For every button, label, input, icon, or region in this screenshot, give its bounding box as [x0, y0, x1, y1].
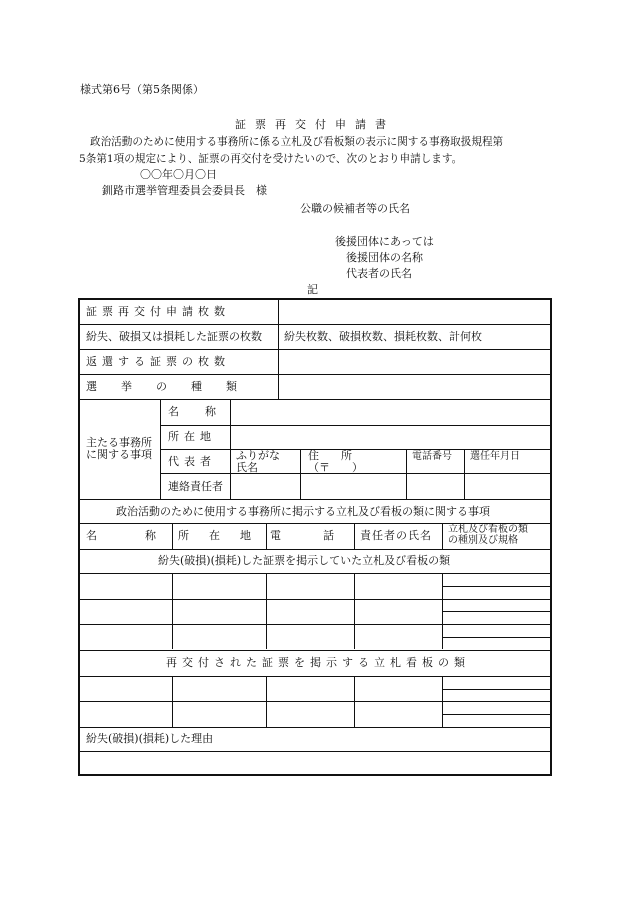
contact-person-label: 連絡責任者 — [168, 480, 223, 493]
reissued-signs-header: 再交付された証票を掲示する立札看板の類 — [166, 656, 470, 669]
col-name-header: 名称 — [86, 529, 204, 542]
reason-label: 紛失(破損)(損耗)した理由 — [86, 732, 214, 745]
lost-signs-header: 紛失(破損)(損耗)した証票を掲示していた立札及び看板の類 — [158, 554, 451, 567]
office-address-label: 所在地 — [168, 430, 216, 443]
representative-name-label: 代表者の氏名 — [346, 267, 412, 280]
form-number: 様式第6号（第5条関係） — [80, 83, 204, 96]
col-sign-type-header-line-1: 立札及び看板の類 — [448, 524, 528, 535]
col-address-header: 所在地 — [178, 529, 271, 542]
application-date: 〇〇年〇月〇日 — [140, 168, 217, 181]
office-name-label: 名称 — [168, 405, 242, 418]
returned-count-label: 返還する証票の枚数 — [86, 355, 230, 368]
postal-code-label: （〒 ） — [308, 461, 363, 474]
addressee: 釧路市選挙管理委員会委員長 様 — [102, 184, 267, 197]
office-group-label-line-1: 主たる事務所 — [86, 436, 152, 449]
representative-address-label: 住 所 — [308, 449, 352, 462]
supporter-group-name-label: 後援団体の名称 — [346, 251, 423, 264]
intro-text-line-1: 政治活動のために使用する事務所に係る立札及び看板類の表示に関する事務取扱規程第 — [90, 136, 504, 148]
furigana-label: ふりがな — [236, 449, 280, 462]
col-responsible-header: 責任者の氏名 — [360, 529, 432, 542]
appointed-date-label: 選任年月日 — [470, 451, 520, 462]
phone-number-label: 電話番号 — [412, 451, 452, 462]
supporter-intro: 後援団体にあっては — [335, 235, 434, 248]
office-group-label-line-2: に関する事項 — [86, 448, 152, 461]
ki-heading: 記 — [307, 283, 318, 296]
candidate-name-label: 公職の候補者等の氏名 — [300, 202, 410, 215]
signs-section-header: 政治活動のために使用する事務所に掲示する立札及び看板の類に関する事項 — [116, 505, 490, 518]
lost-count-label: 紛失、破損又は損耗した証票の枚数 — [86, 330, 262, 343]
col-phone-header: 電話 — [270, 529, 376, 542]
shimei-label: 氏名 — [236, 461, 258, 474]
application-form-table — [78, 298, 552, 776]
election-type-label: 選挙の種類 — [86, 380, 261, 393]
reissue-count-label: 証票再交付申請枚数 — [86, 305, 230, 318]
col-sign-type-header-line-2: の種別及び規格 — [448, 535, 518, 546]
document-title: 証票再交付申請書 — [235, 118, 395, 131]
lost-count-value: 紛失枚数、破損枚数、損耗枚数、計何枚 — [284, 330, 482, 343]
office-representative-label: 代表者 — [168, 455, 216, 468]
intro-text-line-2: 5条第1項の規定により、証票の再交付を受けたいので、次のとおり申請します。 — [79, 153, 463, 165]
